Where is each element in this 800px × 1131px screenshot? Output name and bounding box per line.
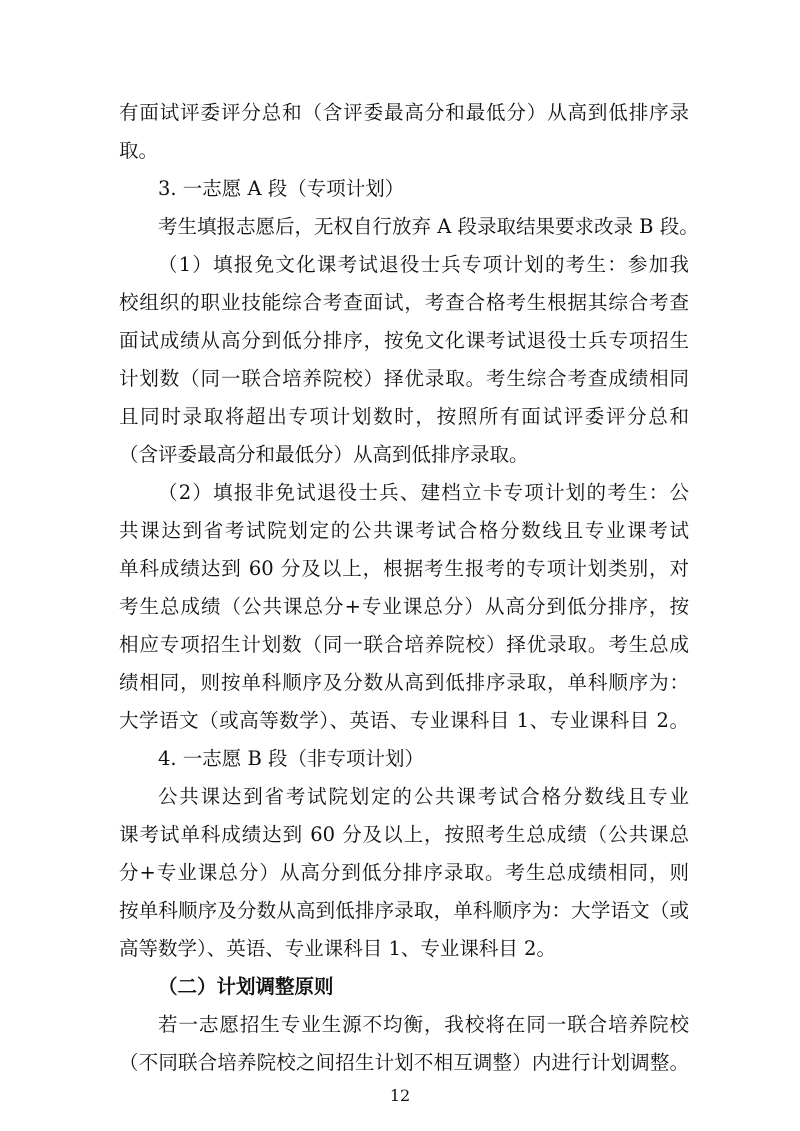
body-text-line: 课考试单科成绩达到 60 分及以上，按照考生总成绩（公共课总 bbox=[119, 823, 689, 846]
body-text-line: 考生填报志愿后，无权自行放弃 A 段录取结果要求改录 B 段。 bbox=[158, 215, 699, 238]
body-text-line: 绩相同，则按单科顺序及分数从高到低排序录取，单科顺序为： bbox=[119, 671, 689, 694]
body-text-line: （含评委最高分和最低分）从高到低排序录取。 bbox=[119, 443, 529, 466]
body-text-line: 共课达到省考试院划定的公共课考试合格分数线且专业课考试 bbox=[119, 519, 689, 542]
body-text-line: 公共课达到省考试院划定的公共课考试合格分数线且专业 bbox=[158, 785, 689, 808]
body-text-line: 分+专业课总分）从高分到低分排序录取。考生总成绩相同，则 bbox=[119, 861, 689, 884]
section-heading: 3. 一志愿 A 段（专项计划） bbox=[158, 177, 405, 200]
body-text-line: 考生总成绩（公共课总分+专业课总分）从高分到低分排序，按 bbox=[119, 595, 689, 618]
body-text-line: （不同联合培养院校之间招生计划不相互调整）内进行计划调整。 bbox=[119, 1051, 689, 1074]
body-text-line: 且同时录取将超出专项计划数时，按照所有面试评委评分总和 bbox=[119, 405, 689, 428]
body-text-line: 大学语文（或高等数学）、英语、专业课科目 1、专业课科目 2。 bbox=[119, 709, 689, 732]
body-text-line: 有面试评委评分总和（含评委最高分和最低分）从高到低排序录 bbox=[119, 101, 689, 124]
body-text-line: 取。 bbox=[119, 139, 159, 162]
body-text-line: 高等数学）、英语、专业课科目 1、专业课科目 2。 bbox=[119, 937, 556, 960]
body-text-line: 校组织的职业技能综合考查面试，考查合格考生根据其综合考查 bbox=[119, 291, 689, 314]
body-text-line: 相应专项招生计划数（同一联合培养院校）择优录取。考生总成 bbox=[119, 633, 689, 656]
body-text-line: （2）填报非免试退役士兵、建档立卡专项计划的考生：公 bbox=[158, 481, 689, 504]
page-number: 12 bbox=[389, 1086, 411, 1105]
body-text-line: 单科成绩达到 60 分及以上，根据考生报考的专项计划类别，对 bbox=[119, 557, 689, 580]
body-text-line: 面试成绩从高分到低分排序，按免文化课考试退役士兵专项招生 bbox=[119, 329, 689, 352]
body-text-line: 计划数（同一联合培养院校）择优录取。考生综合考查成绩相同 bbox=[119, 367, 689, 390]
body-text-line: （1）填报免文化课考试退役士兵专项计划的考生：参加我 bbox=[158, 253, 689, 276]
body-text-line: 按单科顺序及分数从高到低排序录取，单科顺序为：大学语文（或 bbox=[119, 899, 689, 922]
body-text-line: 若一志愿招生专业生源不均衡，我校将在同一联合培养院校 bbox=[158, 1013, 689, 1036]
section-heading: 4. 一志愿 B 段（非专项计划） bbox=[158, 747, 425, 770]
subsection-heading: （二）计划调整原则 bbox=[158, 975, 334, 998]
